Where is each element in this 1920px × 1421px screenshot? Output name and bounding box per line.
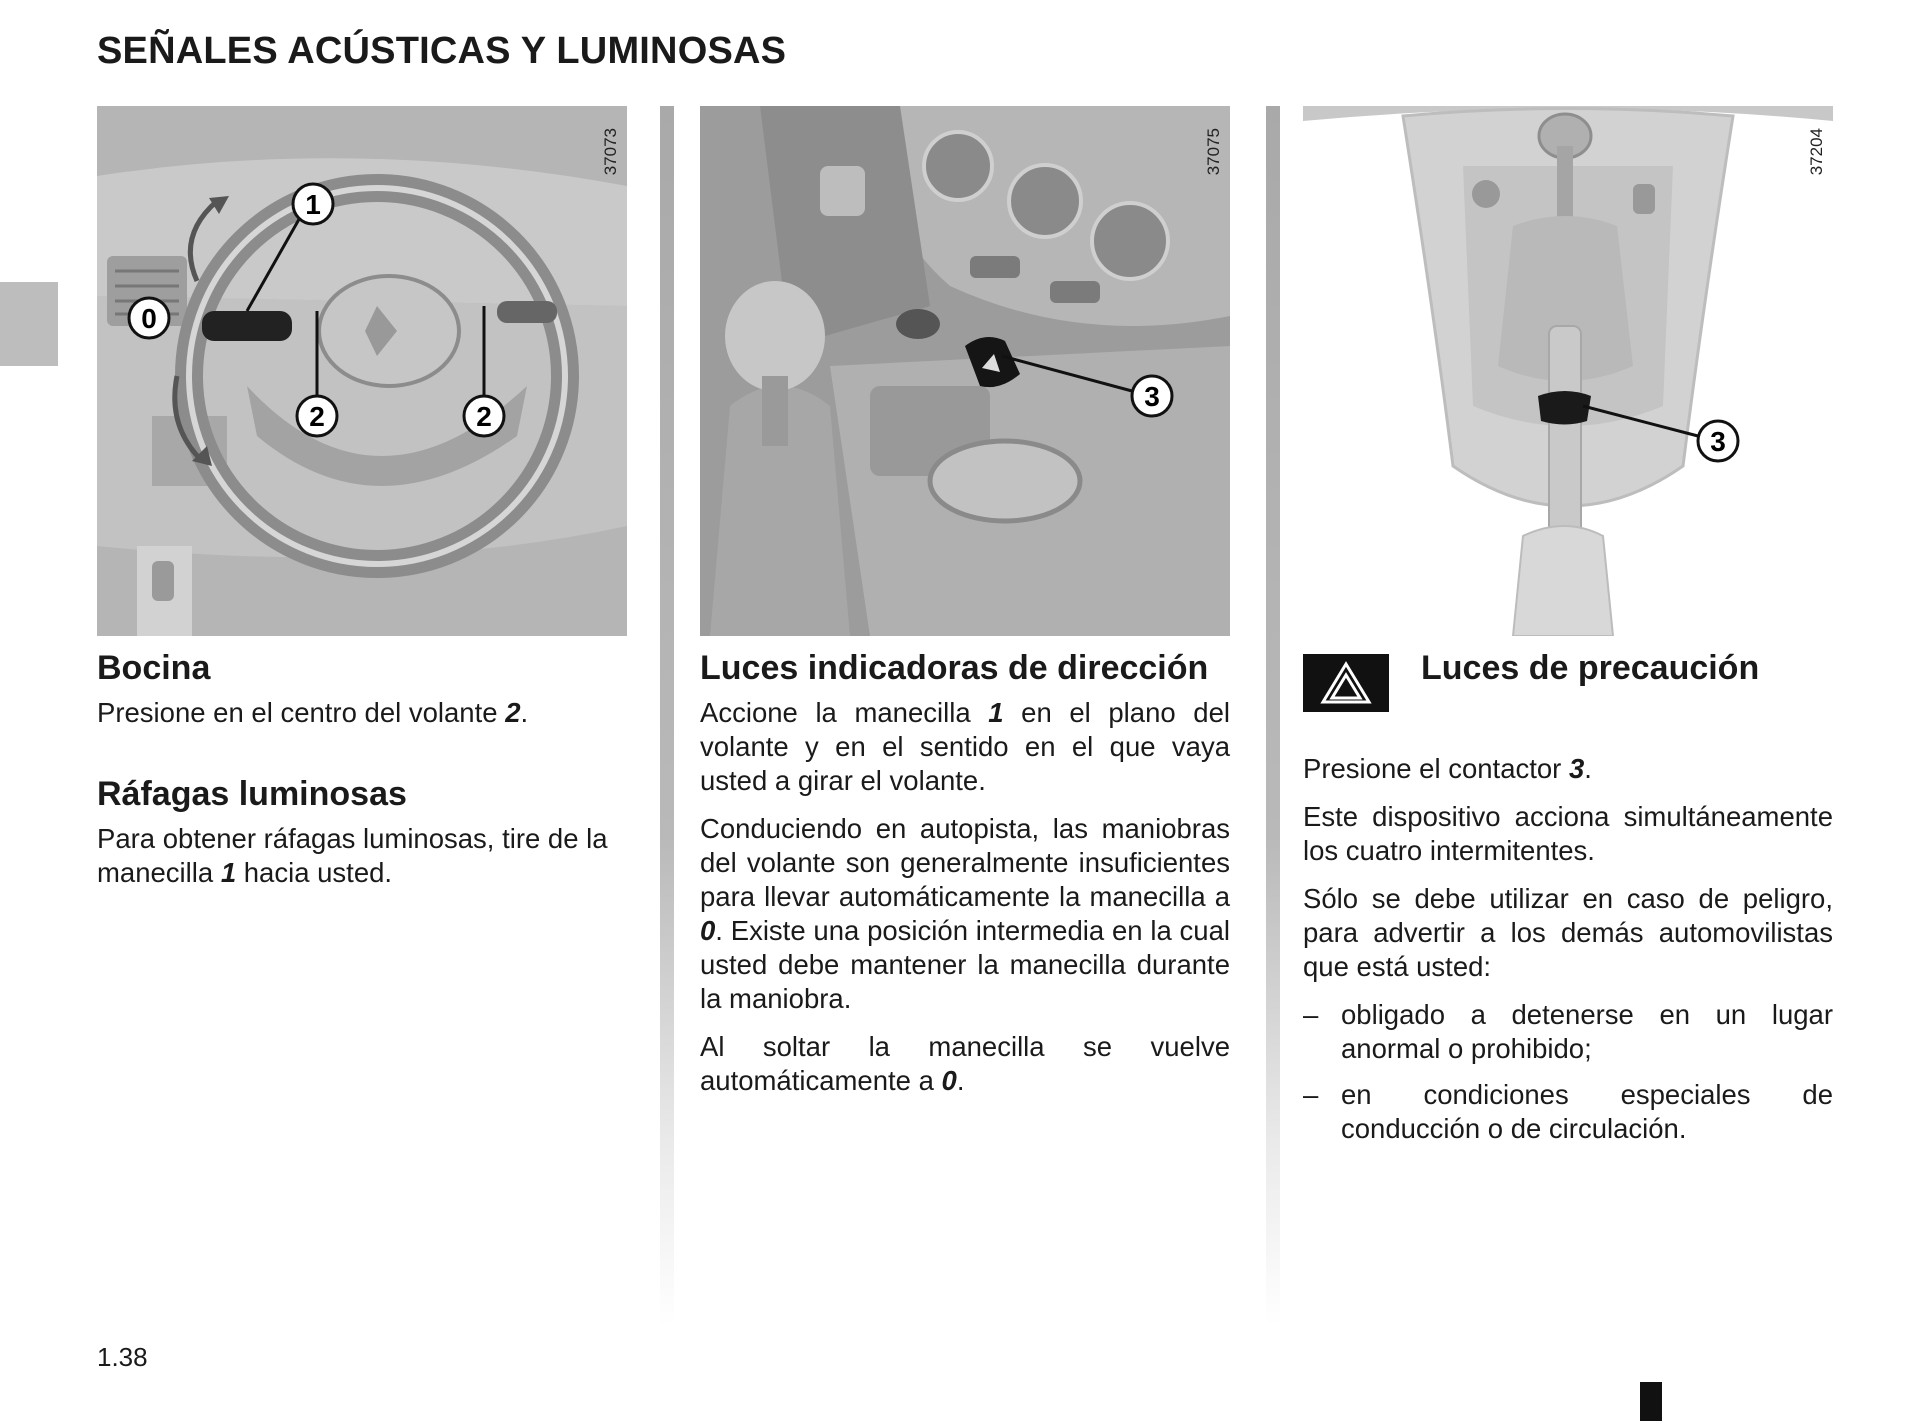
callout-0 — [129, 298, 169, 338]
list-item: – en condiciones especiales de conducción o de circulación. — [1303, 1078, 1833, 1146]
hazard-switch — [1538, 391, 1591, 425]
figure-steering-wheel — [97, 106, 627, 636]
figure-hazard-switch-center — [1303, 106, 1833, 636]
hazard-heading-row — [1303, 648, 1833, 712]
hazard-p3: Sólo se debe utilizar en caso de peligro, para advertir a los demás automovilistas que está usted: — [1303, 883, 1833, 982]
page-number: 1.38 — [97, 1342, 148, 1372]
horn-text: Presione en el centro del volante 2. — [97, 697, 529, 728]
steering-wheel-illustration — [97, 106, 627, 636]
console-illustration — [700, 106, 1230, 636]
chapter-tab — [0, 282, 58, 366]
svg-text:2: 2 — [476, 401, 492, 432]
hazard-triangle-icon — [1303, 654, 1389, 712]
hazard-heading: Luces de precaución — [1421, 649, 1760, 687]
svg-text:3: 3 — [1710, 426, 1726, 457]
horn-heading: Bocina — [97, 649, 211, 687]
stalk-lever — [202, 311, 292, 341]
turn-signals-p2: Conduciendo en autopista, las maniobras del volante son generalmente insuficientes para llevar automáticamente la manecilla a 0. Existe una posición intermedia en la cual usted debe mantener la manecilla durante la maniobra. — [700, 813, 1230, 1014]
hazard-p1: Presione el contactor 3. — [1303, 753, 1592, 784]
callout-1 — [293, 184, 333, 224]
figure-code: 37073 — [601, 128, 620, 176]
figure-code: 37075 — [1204, 128, 1223, 176]
svg-text:2: 2 — [309, 401, 325, 432]
column-horn-flash — [97, 648, 627, 904]
list-item: – obligado a detenerse en un lugar anormal o prohibido; — [1303, 998, 1833, 1066]
callout-3 — [1698, 421, 1738, 461]
column-turn-signals — [700, 648, 1230, 1112]
page-title: SEÑALES ACÚSTICAS Y LUMINOSAS — [97, 30, 787, 72]
hazard-p2: Este dispositivo acciona simultáneamente los cuatro intermitentes. — [1303, 801, 1833, 866]
callout-2 — [297, 396, 337, 436]
page-marker — [1640, 1382, 1662, 1421]
flash-heading: Ráfagas luminosas — [97, 775, 407, 813]
turn-signals-p1: Accione la manecilla 1 en el plano del volante y en el sentido en el que vaya usted a girar el volante. — [700, 697, 1230, 796]
column-hazard-lights — [1303, 648, 1833, 1158]
turn-signals-p3: Al soltar la manecilla se vuelve automáticamente a 0. — [700, 1031, 1230, 1096]
turn-signals-heading: Luces indicadoras de dirección — [700, 649, 1209, 687]
ref-1: 1 — [220, 857, 237, 888]
figure-code: 37204 — [1807, 128, 1826, 176]
ref-2: 2 — [505, 697, 521, 728]
svg-text:1: 1 — [305, 189, 321, 220]
svg-text:3: 3 — [1144, 381, 1160, 412]
flash-text: Para obtener ráfagas luminosas, tire de la manecilla 1 hacia usted. — [97, 823, 608, 888]
svg-text:0: 0 — [141, 303, 157, 334]
hazard-conditions-list — [1303, 998, 1833, 1146]
center-console-illustration — [1303, 106, 1833, 636]
column-divider — [1266, 106, 1280, 1326]
column-divider — [660, 106, 674, 1326]
ref-1: 1 — [988, 697, 1004, 728]
ref-0: 0 — [941, 1065, 957, 1096]
ref-3: 3 — [1568, 753, 1585, 784]
callout-2 — [464, 396, 504, 436]
callout-3 — [1132, 376, 1172, 416]
figure-hazard-switch-console — [700, 106, 1230, 636]
ref-0: 0 — [700, 915, 716, 946]
